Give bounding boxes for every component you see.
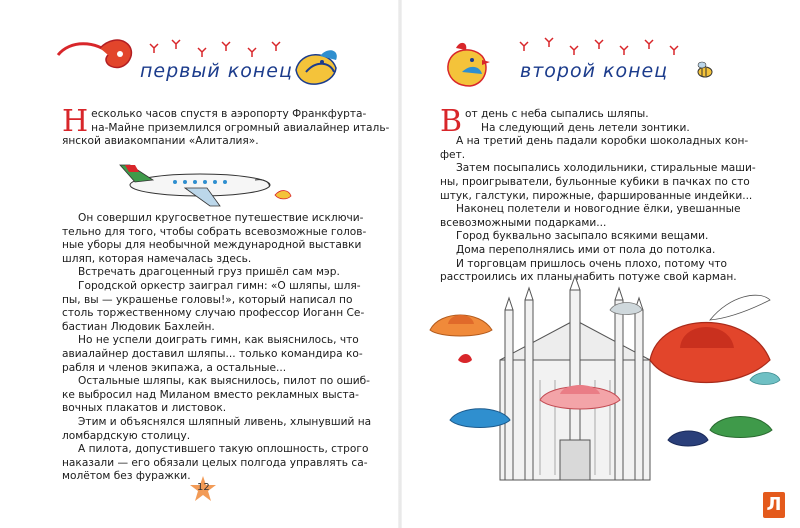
- left-body-line: рабля и членов экипажа, а остальные...: [62, 361, 287, 374]
- left-body-line: ке выбросил над Миланом вместо рекламных выста-: [62, 388, 359, 401]
- left-page-number: 12: [197, 482, 210, 493]
- left-body-line: ные уборы для необычной международной выставки: [62, 239, 362, 252]
- left-body-line: Этим и объяснялся шляпный ливень, хлынувший на: [78, 415, 372, 428]
- left-body-line: тельно для того, чтобы собрать всевозможные голов-: [62, 225, 367, 238]
- left-body-text: [62, 212, 372, 484]
- right-body-line: И торговцам пришлось очень плохо, потому что: [456, 257, 727, 270]
- dropcap-letter: В: [440, 104, 463, 139]
- right-body-line: расстроились их планы набить потуже свой карман.: [440, 271, 737, 284]
- left-body-line: Остальные шляпы, как выяснилось, пилот по ошиб-: [78, 375, 371, 388]
- left-body-line: ломбардскую столицу.: [62, 429, 191, 442]
- right-chapter-heading-text: второй конец: [520, 60, 669, 82]
- right-chapter-heading: [520, 60, 668, 82]
- airplane-icon: [115, 160, 295, 210]
- left-body-line: наказали — его обязали целых полгода управлять са-: [62, 456, 368, 469]
- publisher-logo: Л: [763, 492, 785, 518]
- intro-line-2: на-Майне приземлился огромный авиалайнер италь-: [91, 121, 390, 134]
- ornament-rooster-icon: [400, 0, 800, 110]
- hat-green-icon: [710, 417, 772, 438]
- right-body-line: всевозможными подарками...: [440, 216, 607, 229]
- left-body-line: Встречать драгоценный груз пришёл сам мэр.: [78, 266, 340, 279]
- right-body-text: [440, 104, 760, 285]
- left-body-line: Но не успели доиграть гимн, как выяснилось, что: [78, 334, 359, 347]
- intro-line-1: Несколько часов спустя в аэропорту Франкфурта-: [62, 104, 367, 139]
- left-chapter-heading-text: первый конец: [140, 60, 293, 82]
- hat-navy-icon: [668, 431, 708, 446]
- left-intro-paragraph: [62, 104, 390, 149]
- right-body-line: А на третий день падали коробки шоколадных кон-: [456, 135, 749, 148]
- right-body-line: Затем посыпались холодильники, стиральные маши-: [456, 162, 756, 175]
- milan-cathedral-hats-illustration: [410, 290, 790, 490]
- intro-line-3: янской авиакомпании «Алиталия».: [62, 135, 259, 148]
- left-body-line: столь торжественному случаю профессор Иоганн Се-: [62, 307, 365, 320]
- right-page: [400, 0, 800, 528]
- left-body-line: А пилота, допустившего такую оплошность, строго: [78, 443, 369, 456]
- left-body-line: авиалайнер доставил шляпы... только командира ко-: [62, 347, 363, 360]
- right-body-line: Наконец полетели и новогодние ёлки, увешанные: [456, 203, 741, 216]
- right-body-line: ны, проигрыватели, бульонные кубики в пачках по сто: [440, 175, 750, 188]
- left-body-line: молётом без фуражки.: [62, 470, 191, 483]
- right-body-line: Вот день с неба сыпались шляпы.: [440, 104, 649, 139]
- left-body-line: бастиан Людовик Бахлейн.: [62, 320, 215, 333]
- right-body-line: Город буквально засыпало всякими вещами.: [456, 230, 709, 243]
- right-body-line: На следующий день летели зонтики.: [481, 121, 690, 134]
- left-chapter-heading: [140, 60, 293, 82]
- right-body-line: фет.: [440, 148, 466, 161]
- left-body-line: пы, вы — украшенье головы!», который написал по: [62, 293, 353, 306]
- hat-teal-icon: [750, 373, 780, 385]
- right-body-line: штук, галстуки, пирожные, фаршированные индейки...: [440, 189, 753, 202]
- left-body-line: Городской оркестр заиграл гимн: «О шляпы, шля-: [78, 279, 361, 292]
- left-body-line: вочных плакатов и листовок.: [62, 402, 227, 415]
- ornament-bird-icon: [0, 0, 400, 110]
- left-body-line: шляп, которая намечалась здесь.: [62, 252, 252, 265]
- dropcap-letter: Н: [62, 104, 89, 139]
- right-body-line: Дома переполнялись ими от пола до потолка.: [456, 243, 716, 256]
- left-body-line: Он совершил кругосветное путешествие исключи-: [78, 212, 364, 224]
